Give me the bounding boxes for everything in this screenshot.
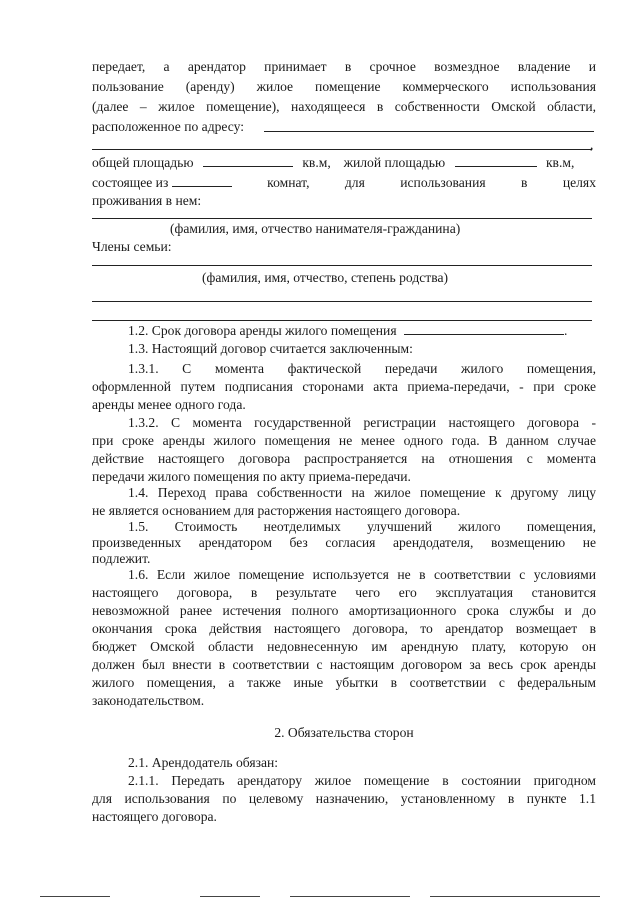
clause-1-6-line: 1.6. Если жилое помещение используется не в соответствии с условиями [128, 567, 596, 582]
living-area-label: жилой площадью [343, 155, 446, 170]
total-area-blank [203, 154, 293, 167]
paragraph-line: пользование (аренду) жилое помещение коммерческого использования [92, 79, 596, 94]
clause-1-3-2-line: действие настоящего договора распространяется на отношения с момента [92, 451, 596, 466]
scan-artifact-line [290, 896, 410, 897]
word: в [521, 175, 528, 190]
clause-1-6-line: невозможной ранее истечения полного амортизационного срока службы и до [92, 603, 596, 618]
clause-1-6-line: законодательством. [92, 693, 205, 708]
clause-2-1-1-line: настоящего договора. [92, 809, 217, 824]
paragraph-line: (далее – жилое помещение), находящееся в собственности Омской области, [92, 99, 596, 114]
clause-1-6-line: должен был внести в соответствии с настоящим договором за весь срок аренды [92, 657, 596, 672]
family-blank-1 [92, 265, 592, 266]
rooms-line [92, 174, 596, 191]
word: целях [562, 175, 596, 190]
family-label: Члены семьи: [92, 239, 172, 254]
clause-1-3-1-line: аренды менее одного года. [92, 397, 246, 412]
address-blank [264, 131, 594, 132]
unit-label: кв.м, [545, 155, 575, 170]
rooms-unit: комнат, [267, 175, 310, 190]
clause-1-5-line: 1.5. Стоимость неотделимых улучшений жилого помещения, [128, 519, 596, 534]
period: . [563, 323, 568, 338]
scan-artifact-line [200, 896, 260, 897]
tenant-name-blank [92, 218, 592, 219]
family-blank-2 [92, 301, 592, 302]
term-blank [404, 322, 564, 335]
clause-2-1-1-line: для использования по целевому назначению, установленному в пункте 1.1 [92, 791, 596, 806]
rooms-blank [172, 174, 232, 187]
scan-artifact-line [40, 896, 110, 897]
family-blank-3 [92, 320, 592, 321]
clause-1-2 [128, 322, 567, 339]
clause-1-6-line: бюджет Омской области недовнесенную им арендную плату, которую он [92, 639, 596, 654]
family-caption: (фамилия, имя, отчество, степень родства) [202, 270, 449, 285]
tenant-caption: (фамилия, имя, отчество нанимателя-гражданина) [170, 221, 461, 236]
clause-1-6-line: настоящего договора, в результате чего его эксплуатация становится [92, 585, 596, 600]
clause-1-4-line: 1.4. Переход права собственности на жилое помещение к другому лицу [128, 485, 596, 500]
unit-label: кв.м, [302, 155, 331, 170]
clause-1-4-line: не является основанием для расторжения настоящего договора. [92, 503, 461, 518]
clause-1-6-line: жилого помещения, а также иные убытки в соответствии с федеральным [92, 675, 596, 690]
scan-artifact-line [430, 896, 600, 897]
living-label: проживания в нем: [92, 193, 202, 208]
section-2-title: 2. Обязательства сторон [274, 725, 414, 740]
clause-1-5-line: подлежит. [92, 551, 151, 566]
rooms-label: состоящее из [92, 175, 169, 190]
clause-2-1-1-line: 2.1.1. Передать арендатору жилое помещение в состоянии пригодном [128, 773, 596, 788]
area-line [92, 154, 596, 171]
clause-1-3-2-line: при сроке аренды жилого помещения не менее одного года. В данном случае [92, 433, 596, 448]
clause-1-3: 1.3. Настоящий договор считается заключенным: [128, 341, 413, 356]
word: использования [400, 175, 486, 190]
address-label: расположенное по адресу: [92, 119, 245, 134]
clause-1-3-1-line: 1.3.1. С момента фактической передачи жилого помещения, [128, 361, 596, 376]
total-area-label: общей площадью [92, 155, 194, 170]
living-area-blank [455, 154, 537, 167]
clause-1-6-line: окончания срока действия настоящего договора, то арендатор возмещает в [92, 621, 596, 636]
clause-1-2-text: 1.2. Срок договора аренды жилого помещения [128, 323, 397, 338]
clause-1-3-2-line: передачи жилого помещения по акту приема-передачи. [92, 469, 411, 484]
address-blank-2 [92, 149, 592, 150]
clause-1-3-1-line: оформленной путем подписания сторонами акта приема-передачи, - при сроке [92, 379, 596, 394]
clause-1-3-2-line: 1.3.2. С момента государственной регистрации настоящего договора - [128, 415, 596, 430]
clause-1-5-line: произведенных арендатором без согласия арендодателя, возмещению не [92, 535, 596, 550]
comma: , [590, 137, 594, 152]
clause-2-1: 2.1. Арендодатель обязан: [128, 755, 279, 770]
paragraph-line: передает, а арендатор принимает в срочное возмездное владение и [92, 59, 596, 74]
word: для [344, 175, 365, 190]
